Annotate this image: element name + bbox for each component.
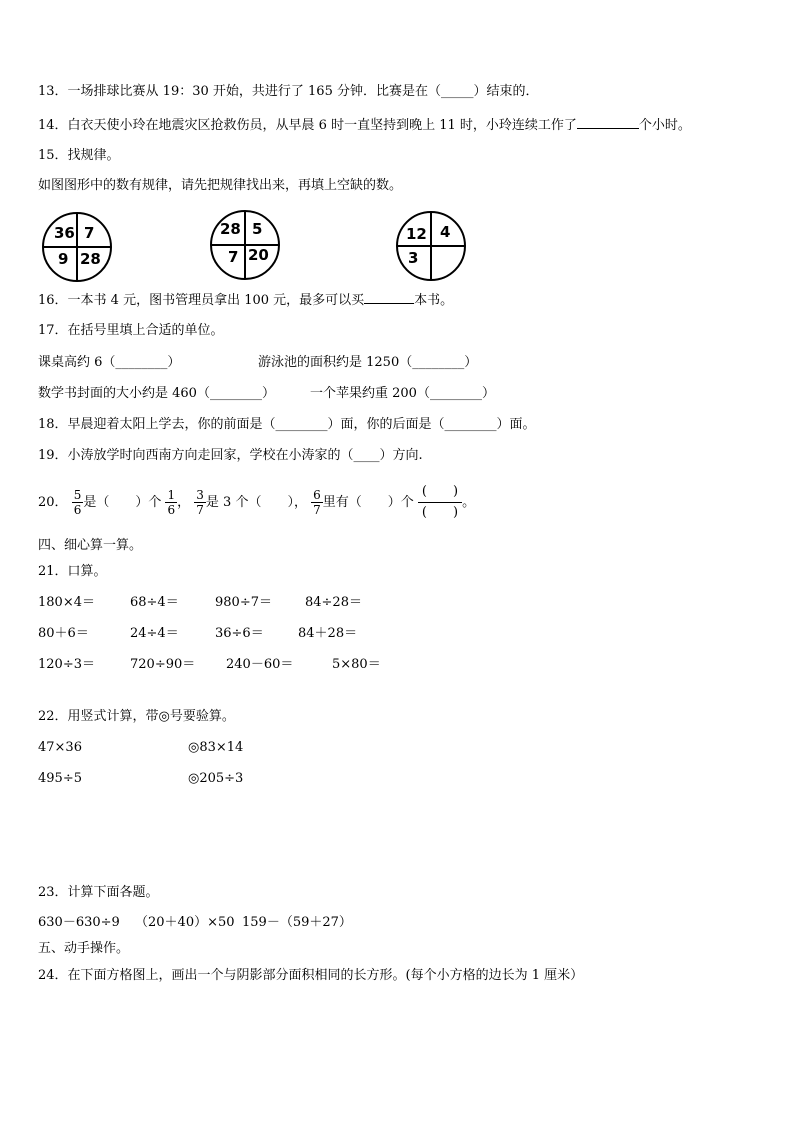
q17-item-4[interactable]: 一个苹果约重 200（________） (310, 386, 495, 401)
q20-text-5: 。 (462, 495, 476, 510)
question-20 (38, 482, 475, 523)
q21-item[interactable]: 180×4＝ (38, 595, 95, 610)
circle-3-bottom-left: 3 (408, 249, 419, 267)
q20-text-3: 是 3 个（ ）， (205, 495, 307, 510)
question-19: 19．小涛放学时向西南方向走回家，学校在小涛家的（____）方向. (38, 448, 423, 463)
question-15-title: 15．找规律。 (38, 148, 120, 163)
q23-item[interactable]: 630－630÷9 (38, 915, 120, 930)
section-5-title: 五、动手操作。 (38, 941, 130, 956)
section-4-title: 四、细心算一算。 (38, 538, 143, 553)
q21-item[interactable]: 720÷90＝ (130, 657, 196, 672)
q20-text-1: 是（ ）个 (83, 495, 162, 510)
question-14 (38, 116, 691, 135)
q23-item[interactable]: 159－（59＋27） (242, 915, 352, 930)
question-18: 18．早晨迎着太阳上学去，你的前面是（________）面，你的后面是（________）面。 (38, 417, 536, 432)
q23-item[interactable]: （20＋40）×50 (135, 915, 235, 930)
question-15-desc: 如图图形中的数有规律，请先把规律找出来，再填上空缺的数。 (38, 178, 403, 193)
pattern-circle-1 (42, 212, 112, 282)
circle-1-bottom-left: 9 (58, 250, 69, 268)
q21-item[interactable]: 980÷7＝ (215, 595, 272, 610)
q21-item[interactable]: 120÷3＝ (38, 657, 95, 672)
pattern-circle-3 (396, 211, 466, 281)
q16-text-a: 16．一本书 4 元，图书管理员拿出 100 元，最多可以买 (38, 293, 365, 308)
q20-fraction-3-7: $\frac{3}{7}$ (196, 488, 204, 517)
question-16 (38, 291, 453, 310)
q13-text-a: 13．一场排球比赛从 19：30 开始，共进行了 165 分钟．比赛是在（ (38, 84, 441, 99)
q14-blank[interactable] (577, 116, 639, 129)
circle-1-top-right: 7 (84, 224, 95, 242)
question-13 (38, 83, 538, 101)
q20-text-2: ， (177, 495, 191, 510)
circle-3-top-left: 12 (406, 225, 427, 243)
q16-blank[interactable] (364, 291, 414, 304)
q20-fraction-1-6: $\frac{1}{6}$ (167, 488, 176, 517)
question-17-title: 17．在括号里填上合适的单位。 (38, 323, 224, 338)
q14-text-b: 个小时。 (638, 118, 691, 133)
q22-item[interactable]: ◎205÷3 (188, 771, 244, 786)
q13-blank[interactable]: _____ (440, 84, 474, 99)
q21-item[interactable]: 36÷6＝ (215, 626, 264, 641)
q21-item[interactable]: 84＋28＝ (298, 626, 358, 641)
question-23-title: 23．计算下面各题。 (38, 885, 159, 900)
q17-item-2[interactable]: 游泳池的面积约是 1250（________） (258, 355, 478, 370)
q20-number: 20． (38, 495, 68, 510)
question-24: 24．在下面方格图上，画出一个与阴影部分面积相同的长方形。(每个小方格的边长为 1 厘米） (38, 968, 584, 983)
q21-item[interactable]: 68÷4＝ (130, 595, 179, 610)
q20-answer-fraction[interactable]: $\frac{( )}{( )}$ (418, 482, 462, 523)
pattern-circle-2 (210, 210, 280, 280)
q21-item[interactable]: 240－60＝ (226, 657, 294, 672)
q21-item[interactable]: 24÷4＝ (130, 626, 179, 641)
circle-3-top-right: 4 (440, 223, 451, 241)
q17-item-3[interactable]: 数学书封面的大小约是 460（________） (38, 386, 275, 401)
q13-text-b: ）结束的． (473, 84, 539, 99)
q14-text-a: 14．白衣天使小玲在地震灾区抢救伤员，从早晨 6 时一直坚持到晚上 11 时，小玲连续工作了 (38, 118, 577, 133)
q20-fraction-5-6: $\frac{5}{6}$ (73, 488, 82, 517)
q21-item[interactable]: 84÷28＝ (305, 595, 362, 610)
circle-2-top-left: 28 (220, 220, 241, 238)
circle-2-bottom-left: 7 (228, 248, 239, 266)
q21-item[interactable]: 5×80＝ (332, 657, 381, 672)
q20-fraction-6-7: $\frac{6}{7}$ (313, 488, 321, 517)
q20-text-4: 里有（ ）个 (322, 495, 414, 510)
q17-item-1[interactable]: 课桌高约 6（________） (38, 355, 181, 370)
circle-2-top-right: 5 (252, 220, 263, 238)
circle-1-top-left: 36 (54, 224, 75, 242)
q21-item[interactable]: 80＋6＝ (38, 626, 89, 641)
circle-2-bottom-right: 20 (248, 246, 269, 264)
q22-item[interactable]: 495÷5 (38, 771, 82, 786)
q22-item[interactable]: 47×36 (38, 740, 82, 755)
q16-text-b: 本书。 (414, 293, 454, 308)
question-22-title: 22．用竖式计算，带◎号要验算。 (38, 709, 235, 724)
question-21-title: 21．口算。 (38, 564, 107, 579)
q22-item[interactable]: ◎83×14 (188, 740, 244, 755)
circle-1-bottom-right: 28 (80, 250, 101, 268)
